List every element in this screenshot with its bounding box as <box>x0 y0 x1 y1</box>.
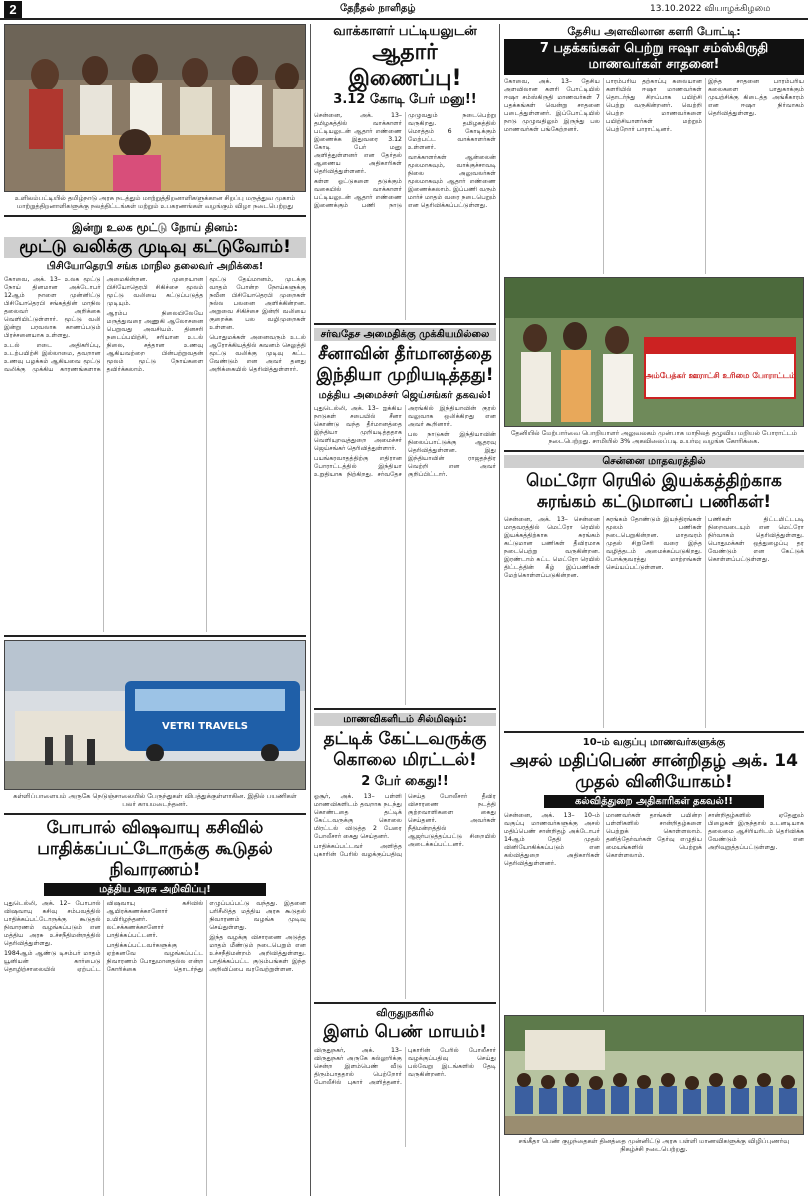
exam-headline: அசல் மதிப்பெண் சான்றிதழ் அக். 14 முதல் வினியோகம்! <box>510 751 798 792</box>
photo-protest <box>504 277 804 427</box>
joint-kicker: இன்று உலக மூட்டு நோய் தினம்: <box>72 221 238 234</box>
photo-bus-accident <box>4 640 306 790</box>
bhopal-headline: போபால் விஷவாயு கசிவில் பாதிக்கப்பட்டோருக்கு கூடுதல் நிவாரணம்! <box>37 818 273 880</box>
divider <box>4 813 306 815</box>
threat-article-body <box>314 793 496 999</box>
students-image <box>505 1016 804 1135</box>
photo-caption-protest: தேனியில் மேற்பார்வை பொறியாளர் அலுவலகம் முன்பாக மாநிலத் தழுவிய மறியல் போராட்டம் நடைபெற்றது. சாமியில் 3% அகவிலைப்படி உயர்வு வழங்க கோரிக்கை. <box>510 429 798 445</box>
voter-headline: ஆதார் இணைப்பு! <box>348 40 462 91</box>
paragraph: கள்ள ஓட்டுகளை தடுக்கும் வகையில் வாக்காளர் பட்டியலுடன் ஆதார் எண்ணை இணைக்கும் பணி நாடு முழுவதும் நடைபெற்று வருகிறது. தமிழகத்தில் மொத்தம் 6 கோடிக்கும் மேற்பட்ட வாக்காளர்கள் உள்ளனர். <box>314 112 496 209</box>
bus-sign: VETRI TRAVELS <box>161 721 249 732</box>
joint-headline: மூட்டு வலிக்கு முடிவு கட்டுவோம்! <box>4 237 306 258</box>
exam-kicker: 10–ம் வகுப்பு மாணவர்களுக்கு <box>582 737 726 748</box>
photo-caption-students: சங்கீதா பெண் குழந்தைகள் தினத்தை முன்னிட்டு அரசு பள்ளி மாணவிகளுக்கு விழிப்புணர்வு நிகழ்ச்சி நடைபெற்றது. <box>518 1137 790 1153</box>
photo-caption-medical-camp: உளிலம்பட்டியில் தமிழ்நாடு அரசு நடத்தும் மாற்றுத்திறனாளிகளுக்கான சிறப்பு மருத்துவ முகாம் மாற்றுத்திறனாளிகளுக்கு நலத்திட்டங்கள் மற்றும் உபகரணங்கள் வழங்கும் விழா நடைபெற்றது <box>14 194 296 210</box>
divider <box>314 708 496 710</box>
sports-kicker: தேசிய அளவிலான களரி போட்டி: <box>567 25 741 38</box>
missing-headline: இளம் பெண் மாயம்! <box>323 1022 487 1042</box>
paragraph: சான்றிதழ்களில் ஏதேனும் பிழைகள் இருந்தால் உடனடியாக தலைமை ஆசிரியரிடம் தெரிவிக்க வேண்டும் என அறிவுறுத்தப்பட்டுள்ளது. <box>708 812 804 851</box>
paper-name: தேநீதல் நாளிதழ் <box>340 3 416 14</box>
divider <box>4 215 306 217</box>
china-kicker: சர்வதேச அமைதிக்கு முக்கியமில்லை <box>314 328 496 341</box>
paragraph: மாணவர்கள் தாங்கள் பயின்ற பள்ளிகளில் சான்றிதழ்களை பெற்றுக் கொள்ளலாம். தனித்தேர்வர்கள் தேர்வு எழுதிய மையங்களில் பெற்றுக் கொள்ளலாம். <box>606 812 702 859</box>
voter-subhead: 3.12 கோடி பேர் மனு!! <box>333 92 477 107</box>
paragraph: சென்னை, அக். 13– தமிழகத்தில் வாக்காளர் பட்டியலுடன் ஆதார் எண்ணை இணைக்க இதுவரை 3.12 கோடி பேர் மனு அளித்துள்ளனர் என தேர்தல் ஆணைய அதிகாரிகள் தெரிவித்துள்ளனர். <box>314 112 402 175</box>
date-line: 13.10.2022 வியாழக்கிழமை <box>650 4 771 14</box>
protest-banner-text: அம்பேத்கர் ஊராட்சி உரிமை போராட்டம் <box>644 371 796 380</box>
paragraph: வாக்காளர்கள் ஆன்லைன் மூலமாகவும், வாக்குச்சாவடி நிலை அலுவலர்கள் மூலமாகவும் ஆதார் எண்ணை இணைக்கலாம். இப்பணி வரும் மார்ச் மாதம் வரை நடைபெறும் என தெரிவிக்கப்பட்டுள்ளது. <box>408 154 496 209</box>
paragraph: கோவை, அக். 13– உலக மூட்டு நோய் தினமான அக்டோபர் 12ஆம் நாளை முன்னிட்டு பிசியோதெரபி சங்கத்தின் மாநில தலைவர் அறிக்கை வெளியிட்டுள்ளார். மூட்டு வலி இன்று பரவலாக காணப்படும் பிரச்சனையாக உள்ளது. <box>4 276 101 339</box>
china-article-body <box>314 405 496 705</box>
missing-article-body <box>314 1047 496 1147</box>
paragraph: உடல் எடை அதிகரிப்பு, உடற்பயிற்சி இல்லாமை, தவறான உணவு பழக்கம் ஆகியவை மூட்டு வலிக்கு முக்கிய காரணங்களாக அமைகின்றன. முறையான பிசியோதெரபி சிகிச்சை மூலம் மூட்டு வலியை கட்டுப்படுத்த முடியும். <box>4 276 204 373</box>
masthead <box>0 0 808 20</box>
divider <box>314 323 496 325</box>
metro-article-body <box>504 516 804 728</box>
paragraph: சென்னை, அக். 13– 10–ம் வகுப்பு மாணவர்களுக்கு அசல் மதிப்பெண் சான்றிதழ் அக்டோபர் 14ஆம் தேதி முதல் வினியோகிக்கப்படும் என கல்வித்துறை அதிகாரிகள் தெரிவித்துள்ளனர். <box>504 812 600 867</box>
exam-subhead: கல்வித்துறை அதிகாரிகள் தகவல்!! <box>544 795 764 808</box>
threat-headline: தட்டிக் கேட்டவருக்கு கொலை மிரட்டல்! <box>323 729 487 770</box>
photo-students <box>504 1015 804 1135</box>
paragraph: புதுடெல்லி, அக். 13– ஐக்கிய நாடுகள் சபையில் சீனா கொண்டு வந்த தீர்மானத்தை இந்தியா முறியடித்ததாக வெளியுறவுத்துறை அமைச்சர் ஜெய்சங்கர் தெரிவித்துள்ளார். <box>314 405 402 452</box>
paragraph: பாதிக்கப்பட்டவர் அளித்த புகாரின் பேரில் வழக்குப்பதிவு செய்த போலீசார் தீவிர விசாரணை நடத்தி குற்றவாளிகளை கைது செய்தனர். அவர்கள் நீதிமன்றத்தில் ஆஜர்படுத்தப்பட்டு சிறையில் அடைக்கப்பட்டனர். <box>314 793 496 858</box>
bhopal-subhead: மத்திய அரசு அறிவிப்பு! <box>44 883 266 896</box>
threat-kicker: மாணவிகளிடம் சில்மிஷம்: <box>314 713 496 726</box>
paragraph: ஆரம்ப நிலையிலேயே மருத்துவரை அணுகி ஆலோசனை பெறுவது அவசியம். தினசரி நடைப்பயிற்சி, சரியான உடல் நிலை, சத்தான உணவு ஆகியவற்றை பின்பற்றுவதன் மூலம் மூட்டு நோய்களை தவிர்க்கலாம். <box>106 310 204 373</box>
photo-medical-camp <box>4 24 306 192</box>
divider <box>504 731 804 733</box>
bhopal-article-body <box>4 900 306 1196</box>
protest-image <box>505 278 804 427</box>
paragraph: சென்னை, அக். 13– சென்னை மாதவரத்தில் மெட்ரோ ரெயில் இயக்கத்திற்காக சுரங்கம் கட்டுமான பணிகள் தீவிரமாக நடைபெற்று வருகின்றன. இரண்டாம் கட்ட மெட்ரோ ரெயில் திட்டத்தின் கீழ் இப்பணிகள் மேற்கொள்ளப்படுகின்றன. <box>504 516 600 579</box>
paragraph: சுரங்கம் தோண்டும் இயந்திரங்கள் மூலம் பணிகள் நடைபெறுகின்றன. மாதவரம் முதல் சிறுசேரி வரை இந்த வழித்தடம் அமைக்கப்படுகிறது. போக்குவரத்து மாற்றங்கள் செய்யப்பட்டுள்ளன. <box>606 516 702 571</box>
divider <box>4 635 306 637</box>
metro-kicker: சென்னை மாதவரத்தில் <box>504 455 804 468</box>
paragraph: ஓசூர், அக். 13– பள்ளி மாணவிகளிடம் தவறாக நடந்து கொண்டதை தட்டிக் கேட்டவருக்கு கொலை மிரட்டல் விடுத்த 2 பேரை போலீசார் கைது செய்தனர். <box>314 793 402 840</box>
paragraph: விருதுநகர், அக். 13– விருதுநகர் அருகே கல்லூரிக்கு சென்ற இளம்பெண் வீடு திரும்பாததால் பெற்றோர் போலீசில் புகார் அளித்தனர். புகாரின் பேரில் போலீசார் வழக்குப்பதிவு செய்து பல்வேறு இடங்களில் தேடி வருகின்றனர். <box>314 1047 496 1086</box>
bus-accident-image <box>5 641 306 790</box>
page-number: 2 <box>4 1 22 18</box>
paragraph: பொதுமக்கள் அனைவரும் உடல் ஆரோக்கியத்தில் கவனம் செலுத்தி மூட்டு வலிக்கு முடிவு கட்ட வேண்டும் என அவர் தனது அறிக்கையில் தெரிவித்துள்ளார். <box>209 334 306 373</box>
paragraph: பயங்கரவாதத்திற்கு எதிரான போராட்டத்தில் இந்தியா உறுதியாக நிற்கிறது. சர்வதேச அரங்கில் இந்தியாவின் குரல் வலுவாக ஒலிக்கிறது என அவர் கூறினார். <box>314 405 496 478</box>
missing-kicker: விருதுநகரில் <box>376 1008 434 1019</box>
joint-subhead: பிசியோதெரபி சங்க மாநில தலைவர் அறிக்கை! <box>46 261 264 272</box>
paragraph: கோவை, அக். 13– தேசிய அளவிலான களரி போட்டியில் ஈஷா சம்ஸ்கிருதி மாணவர்கள் 7 பதக்கங்கள் வென்று சாதனை படைத்துள்ளனர். இப்போட்டியில் நாடு முழுவதிலும் இருந்து பல மாணவர்கள் பங்கேற்றனர். <box>504 78 600 133</box>
paragraph: பல நாடுகள் இந்தியாவின் நிலைப்பாட்டுக்கு ஆதரவு தெரிவித்துள்ளன. இது இந்தியாவின் ராஜதந்திர வெற்றி என அவர் குறிப்பிட்டார். <box>408 431 496 478</box>
exam-article-body <box>504 812 804 1012</box>
china-subhead: மத்திய அமைச்சர் ஜெய்சங்கர் தகவல்! <box>318 390 492 401</box>
voter-kicker: வாக்காளர் பட்டியலுடன் <box>333 24 477 39</box>
divider <box>314 1002 496 1004</box>
voter-article-body <box>314 112 496 320</box>
metro-headline: மெட்ரோ ரெயில் இயக்கத்திற்காக சுரங்கம் கட்டுமானப் பணிகள்! <box>526 471 782 512</box>
paragraph: புதுடெல்லி, அக். 12– போபால் விஷவாயு கசிவு சம்பவத்தில் பாதிக்கப்பட்டோருக்கு கூடுதல் நிவாரணம் வழங்கப்படும் என மத்திய அரசு உச்சநீதிமன்றத்தில் தெரிவித்துள்ளது. <box>4 900 101 947</box>
middle-column <box>310 24 500 1196</box>
paragraph: இந்த சாதனை பாரம்பரிய கலைகளை பாதுகாக்கும் முயற்சிக்கு கிடைத்த அங்கீகாரம் என ஈஷா நிர்வாகம் தெரிவித்துள்ளது. <box>708 78 804 117</box>
sports-article-body <box>504 78 804 274</box>
left-column <box>4 24 306 1196</box>
paragraph: பாரம்பரிய தற்காப்பு கலையான களரியில் ஈஷா மாணவர்கள் தொடர்ந்து சிறப்பாக பயிற்சி பெற்று வருகின்றனர். வெற்றி பெற்ற மாணவர்களை பயிற்சியாளர்கள் மற்றும் பெற்றோர் பாராட்டினர். <box>606 78 702 133</box>
sports-headline: 7 பதக்கங்கள் பெற்று ஈஷா சம்ஸ்கிருதி மாணவர்கள் சாதனை! <box>504 39 804 75</box>
paragraph: பணிகள் திட்டமிட்டபடி நிறைவடையும் என மெட்ரோ நிர்வாகம் தெரிவித்துள்ளது. பொதுமக்கள் ஒத்துழைப்பு தர வேண்டும் என கேட்டுக் கொள்ளப்பட்டுள்ளது. <box>708 516 804 563</box>
right-column <box>504 24 804 1196</box>
paragraph: இந்த வழக்கு விசாரணை அடுத்த மாதம் மீண்டும் நடைபெறும் என உச்சநீதிமன்றம் அறிவித்துள்ளது. பாதிக்கப்பட்ட குடும்பங்கள் இந்த அறிவிப்பை வரவேற்றுள்ளன. <box>209 934 306 973</box>
paragraph: பாதிக்கப்பட்டவர்களுக்கு ஏற்கனவே வழங்கப்பட்ட நிவாரணம் போதுமானதல்ல என்ற கோரிக்கை தொடர்ந்து எழுப்பப்பட்டு வந்தது. இதனை பரிசீலித்த மத்திய அரசு கூடுதல் நிவாரணம் வழங்க முடிவு செய்துள்ளது. <box>106 900 306 973</box>
joint-article-body <box>4 276 306 632</box>
paragraph: மூட்டு தேய்மானம், முடக்கு வாதம் போன்ற நோய்களுக்கு நவீன பிசியோதெரபி முறைகள் நல்ல பலனை அளிக்கின்றன. அறுவை சிகிச்சை இன்றி வலியை குறைக்க பல வழிமுறைகள் உள்ளன. <box>209 276 306 331</box>
paragraph: 1984ஆம் ஆண்டு டிசம்பர் மாதம் யூனியன் கார்பைடு தொழிற்சாலையில் ஏற்பட்ட விஷவாயு கசிவில் ஆயிரக்கணக்கானோர் உயிரிழந்தனர். லட்சக்கணக்கானோர் பாதிக்கப்பட்டனர். <box>4 900 204 973</box>
photo-caption-bus-accident: கள்ளிப்பாளையம் அருகே நெடுஞ்சாலையில் பேருந்துகள் விபத்துக்குள்ளாகின. இதில் பயணிகள் பலர் காயமடைந்தனர். <box>13 792 297 808</box>
threat-subhead: 2 பேர் கைது!! <box>361 774 449 789</box>
china-headline: சீனாவின் தீர்மானத்தை இந்தியா முறியடித்தது! <box>316 344 494 385</box>
divider <box>504 450 804 452</box>
medical-camp-image <box>5 25 306 192</box>
